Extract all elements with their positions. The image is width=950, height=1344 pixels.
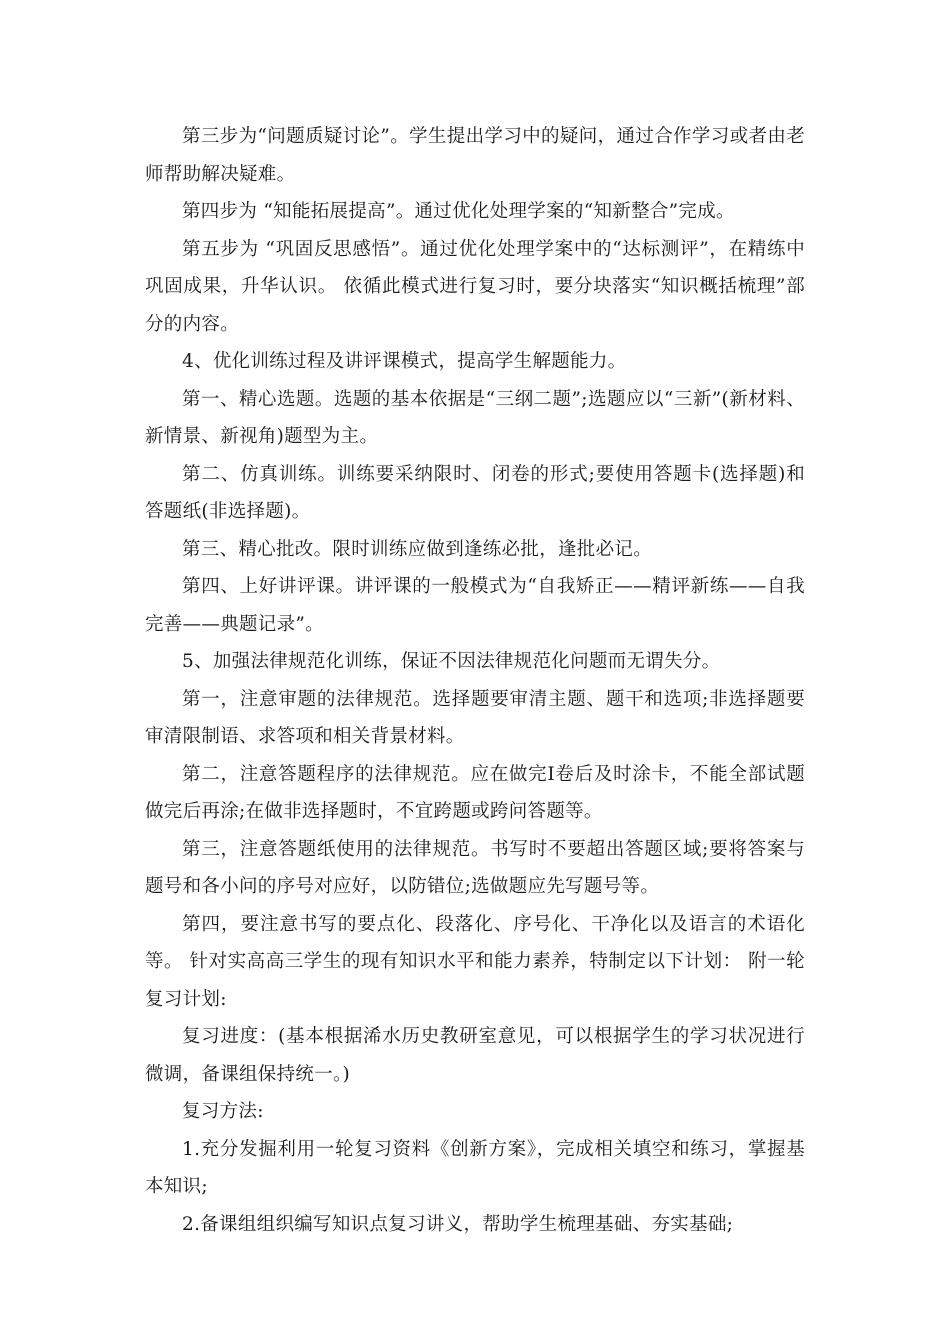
- paragraph-review-method-heading: 复习方法:: [182, 1101, 264, 1122]
- paragraph-item-4: 第四、上好讲评课。讲评课的一般模式为“自我矫正——精评新练——自我完善——典题记录”。: [145, 576, 805, 635]
- paragraph-item-3: 第三、精心批改。限时训练应做到逢练必批，逢批必记。: [182, 538, 653, 560]
- paragraph-rule-1: 第一，注意审题的法律规范。选择题要审清主题、题干和选项;非选择题要审清限制语、求答项和相关背景材料。: [145, 688, 805, 747]
- paragraph-method-1: 1.充分发掘利用一轮复习资料《创新方案》，完成相关填空和练习，掌握基本知识;: [145, 1138, 805, 1197]
- paragraph-step-three: 第三步为“问题质疑讨论”。学生提出学习中的疑问，通过合作学习或者由老师帮助解决疑难。: [145, 126, 805, 185]
- paragraph-step-four: 第四步为 “知能拓展提高”。通过优化处理学案的“知新整合”完成。: [182, 201, 735, 222]
- paragraph-rule-2: 第二，注意答题程序的法律规范。应在做完Ⅰ卷后及时涂卡，不能全部试题做完后再涂;在做非选择题时，不宜跨题或跨问答题等。: [145, 763, 805, 822]
- paragraph-rule-4: 第四，要注意书写的要点化、段落化、序号化、干净化以及语言的术语化等。 针对实高高三学生的现有知识水平和能力素养，特制定以下计划： 附一轮复习计划:: [145, 913, 805, 1010]
- section-heading-4: 4、优化训练过程及讲评课模式，提高学生解题能力。: [182, 351, 627, 372]
- section-heading-5: 5、加强法律规范化训练，保证不因法律规范化问题而无谓失分。: [182, 651, 721, 672]
- paragraph-review-progress: 复习进度：(基本根据浠水历史教研室意见，可以根据学生的学习状况进行微调，备课组保持统一。): [145, 1026, 805, 1085]
- paragraph-step-five: 第五步为 “巩固反思感悟”。通过优化处理学案中的“达标测评”，在精练中巩固成果，升华认识。 依循此模式进行复习时，要分块落实“知识概括梳理”部分的内容。: [145, 238, 805, 335]
- paragraph-method-2: 2.备课组组织编写知识点复习讲义，帮助学生梳理基础、夯实基础;: [182, 1213, 734, 1235]
- paragraph-rule-3: 第三，注意答题纸使用的法律规范。书写时不要超出答题区域;要将答案与题号和各小问的序号对应好，以防错位;选做题应先写题号等。: [145, 838, 805, 897]
- paragraph-item-1: 第一、精心选题。选题的基本依据是“三纲二题”;选题应以“三新”(新材料、新情景、新视角)题型为主。: [145, 388, 805, 447]
- paragraph-item-2: 第二、仿真训练。训练要采纳限时、闭卷的形式;要使用答题卡(选择题)和答题纸(非选择题)。: [145, 463, 805, 522]
- document-body: [145, 118, 805, 1243]
